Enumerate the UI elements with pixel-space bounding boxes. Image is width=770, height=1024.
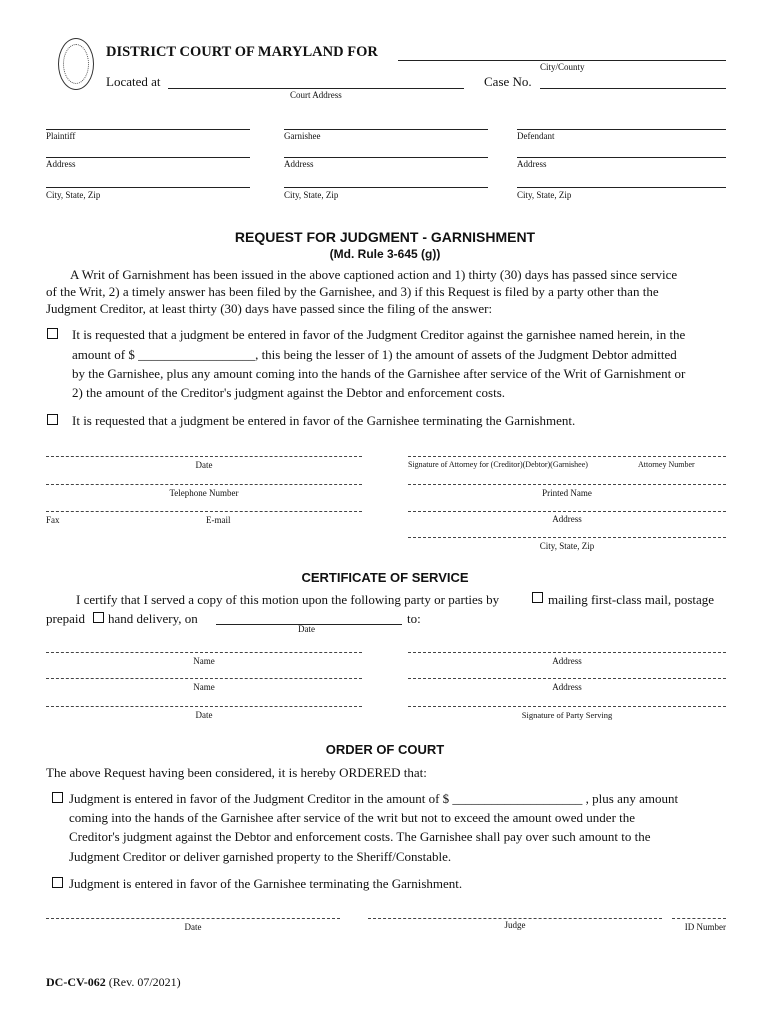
city-county-label: City/County bbox=[540, 62, 585, 72]
garnishee-address-label: Address bbox=[284, 159, 314, 169]
address-label: Address bbox=[552, 514, 582, 524]
telephone-label: Telephone Number bbox=[169, 488, 239, 498]
option1-line-2: amount of $ __________________, this being the lesser of 1) the amount of assets of the Judgment Debtor admitted bbox=[72, 347, 677, 362]
judge-signature-field[interactable] bbox=[368, 918, 662, 919]
garnishee-address-field[interactable] bbox=[284, 157, 488, 158]
plaintiff-field[interactable] bbox=[46, 129, 250, 130]
case-no-field[interactable] bbox=[540, 88, 726, 89]
order-date-label: Date bbox=[184, 922, 202, 932]
name-field-1[interactable] bbox=[46, 652, 362, 653]
mail-checkbox[interactable] bbox=[532, 592, 543, 603]
order-garnishee-checkbox[interactable] bbox=[52, 877, 63, 888]
option1-line-3: by the Garnishee, plus any amount coming into the hands of the Garnishee after service of the Writ of Garnishment or bbox=[72, 366, 686, 381]
judge-label: Judge bbox=[504, 920, 526, 930]
telephone-field[interactable] bbox=[46, 484, 362, 485]
fax-email-field[interactable] bbox=[46, 511, 362, 512]
order-intro: The above Request having been considered, it is hereby ORDERED that: bbox=[46, 765, 427, 780]
plaintiff-city-field[interactable] bbox=[46, 187, 250, 188]
city-county-field[interactable] bbox=[398, 60, 726, 61]
defendant-city-field[interactable] bbox=[517, 187, 726, 188]
court-address-label: Court Address bbox=[290, 90, 342, 100]
order-option2-text: Judgment is entered in favor of the Garnishee terminating the Garnishment. bbox=[69, 876, 463, 891]
order-option1-line-1: Judgment is entered in favor of the Judgment Creditor in the amount of $ ____________________ , plus any amount bbox=[69, 791, 679, 806]
plaintiff-label: Plaintiff bbox=[46, 131, 76, 141]
date-field[interactable] bbox=[46, 456, 362, 457]
printed-name-field[interactable] bbox=[408, 484, 726, 485]
party-serving-signature-label: Signature of Party Serving bbox=[521, 710, 613, 720]
order-date-field[interactable] bbox=[46, 918, 340, 919]
address-field-1[interactable] bbox=[408, 652, 726, 653]
plaintiff-city-label: City, State, Zip bbox=[46, 190, 101, 200]
party-serving-signature-field[interactable] bbox=[408, 706, 726, 707]
form-revision: (Rev. 07/2021) bbox=[108, 975, 181, 989]
email-label: E-mail bbox=[206, 515, 231, 525]
date-label: Date bbox=[195, 460, 213, 470]
option1-line-1: It is requested that a judgment be entered in favor of the Judgment Creditor against the garnishee named herein, in the bbox=[72, 327, 686, 342]
form-id: DC-CV-062 bbox=[46, 975, 106, 989]
defendant-field[interactable] bbox=[517, 129, 726, 130]
court-seal bbox=[58, 38, 94, 90]
intro-line-3: Judgment Creditor, at least thirty (30) days have passed since the filing of the answer: bbox=[46, 301, 493, 316]
plaintiff-address-field[interactable] bbox=[46, 157, 250, 158]
order-option1-line-3: Creditor's judgment against the Debtor and enforcement costs. The Garnishee shall pay over such amount to the bbox=[69, 829, 651, 844]
hand-delivery-checkbox[interactable] bbox=[93, 612, 104, 623]
garnishee-city-field[interactable] bbox=[284, 187, 488, 188]
order-option1-line-2: coming into the hands of the Garnishee after service of the writ but not to exceed the amount owed under the bbox=[69, 810, 636, 825]
cert-date-field[interactable] bbox=[46, 706, 362, 707]
order-option1-line-4: Judgment Creditor or deliver garnished property to the Sheriff/Constable. bbox=[69, 849, 452, 864]
city-state-zip-field[interactable] bbox=[408, 537, 726, 538]
address-field[interactable] bbox=[408, 511, 726, 512]
name-field-2[interactable] bbox=[46, 678, 362, 679]
name-label-2: Name bbox=[193, 682, 215, 692]
id-number-label: ID Number bbox=[684, 922, 726, 932]
attorney-signature-label: Signature of Attorney for (Creditor)(Debtor)(Garnishee) bbox=[408, 460, 588, 469]
address-label-2: Address bbox=[552, 682, 582, 692]
prepaid-text: prepaid bbox=[46, 611, 85, 626]
fax-label: Fax bbox=[46, 515, 60, 525]
request-creditor-checkbox[interactable] bbox=[47, 328, 58, 339]
defendant-address-field[interactable] bbox=[517, 157, 726, 158]
order-creditor-checkbox[interactable] bbox=[52, 792, 63, 803]
request-garnishee-checkbox[interactable] bbox=[47, 414, 58, 425]
attorney-number-label: Attorney Number bbox=[638, 460, 695, 469]
to-text: to: bbox=[407, 611, 421, 626]
order-title: ORDER OF COURT bbox=[325, 742, 445, 757]
garnishee-field[interactable] bbox=[284, 129, 488, 130]
court-title: DISTRICT COURT OF MARYLAND FOR bbox=[106, 44, 378, 60]
hand-delivery-text: hand delivery, on bbox=[108, 611, 198, 626]
id-number-field[interactable] bbox=[672, 918, 726, 919]
located-at-label: Located at bbox=[106, 74, 161, 89]
plaintiff-address-label: Address bbox=[46, 159, 76, 169]
case-no-label: Case No. bbox=[484, 74, 532, 89]
defendant-label: Defendant bbox=[517, 131, 555, 141]
court-address-field[interactable] bbox=[168, 88, 464, 89]
mail-option-text: mailing first-class mail, postage bbox=[548, 592, 715, 607]
garnishee-label: Garnishee bbox=[284, 131, 321, 141]
defendant-city-label: City, State, Zip bbox=[517, 190, 572, 200]
intro-line-1: A Writ of Garnishment has been issued in the above captioned action and 1) thirty (30) days has passed since service bbox=[70, 267, 678, 282]
intro-line-2: of the Writ, 2) a timely answer has been filed by the Garnishee, and 3) if this Request is filed by a party other than the bbox=[46, 284, 659, 299]
certificate-title: CERTIFICATE OF SERVICE bbox=[301, 570, 469, 585]
service-date-label: Date bbox=[298, 624, 315, 634]
address-label-1: Address bbox=[552, 656, 582, 666]
cert-date-label: Date bbox=[195, 710, 213, 720]
name-label-1: Name bbox=[193, 656, 215, 666]
address-field-2[interactable] bbox=[408, 678, 726, 679]
form-footer bbox=[46, 975, 181, 990]
garnishee-city-label: City, State, Zip bbox=[284, 190, 339, 200]
attorney-signature-field[interactable] bbox=[408, 456, 726, 457]
option2-text: It is requested that a judgment be entered in favor of the Garnishee terminating the Garnishment. bbox=[72, 413, 576, 428]
defendant-address-label: Address bbox=[517, 159, 547, 169]
request-title: REQUEST FOR JUDGMENT - GARNISHMENT bbox=[234, 229, 536, 245]
city-state-zip-label: City, State, Zip bbox=[539, 541, 595, 551]
certificate-line-1: I certify that I served a copy of this motion upon the following party or parties by bbox=[76, 592, 500, 607]
option1-line-4: 2) the amount of the Creditor's judgment against the Debtor and enforcement costs. bbox=[72, 385, 506, 400]
request-rule: (Md. Rule 3-645 (g)) bbox=[329, 247, 441, 261]
printed-name-label: Printed Name bbox=[542, 488, 592, 498]
